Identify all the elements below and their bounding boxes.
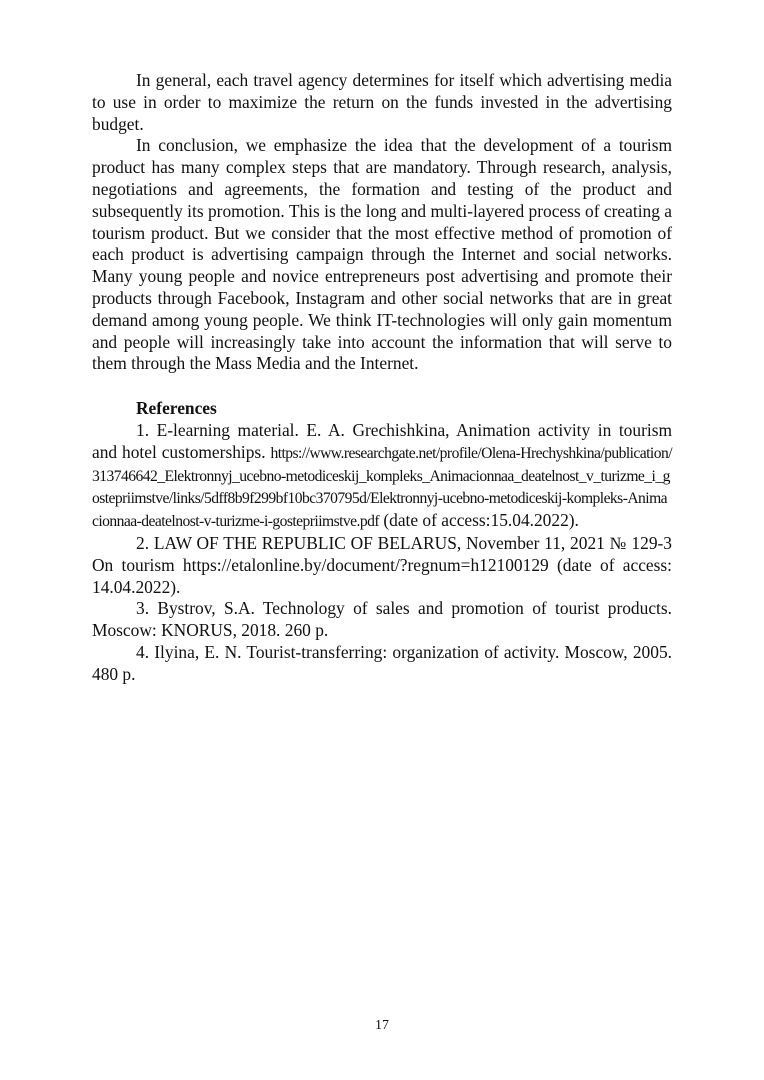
reference-item bbox=[92, 420, 672, 533]
page-content bbox=[92, 70, 672, 686]
reference-item: 4. Ilyina, E. N. Tourist-transferring: organization of activity. Moscow, 2005. 480 p. bbox=[92, 641, 672, 684]
reference-item: 3. Bystrov, S.A. Technology of sales and promotion of tourist products. Moscow: KNORUS, 2018. 260 p. bbox=[92, 598, 672, 641]
reference-url: https://www.researchgate.net/profile/Olena-Hrechyshkina/publication/313746642_Elektronnyj_ucebno-metodiceskij_kompleks_Animacionnaa_deatelnost_v_turizme_i_gostepriimstve/links/5dff8b9f299bf10bc370795d/Elektronnyj-ucebno-metodiceskij-kompleks-Animacionnaa-deatelnost-v-turizme-i-gostepriimstve.pdf bbox=[92, 444, 672, 531]
references-heading: References bbox=[136, 398, 217, 419]
page-number: 17 bbox=[375, 1018, 389, 1033]
reference-item: 2. LAW OF THE REPUBLIC OF BELARUS, November 11, 2021 № 129-3 On tourism https://etalonline.by/document/?regnum=h12100129 (date of access: 14.04.2022). bbox=[92, 532, 672, 597]
body-paragraph: In conclusion, we emphasize the idea that the development of a tourism product has many complex steps that are mandatory. Through research, analysis, negotiations and agreements, the formation and testing of the product and subsequently its promotion. This is the long and multi-layered process of creating a tourism product. But we consider that the most effective method of promotion of each product is advertising campaign through the Internet and social networks. Many young people and novice entrepreneurs post advertising and promote their products through Facebook, Instagram and other social networks that are in great demand among young people. We think IT-technologies will only gain momentum and people will increasingly take into account the information that will serve to them through the Mass Media and the Internet. bbox=[92, 135, 672, 374]
reference-lead: 1. E-learning material. E. A. Grechishkina, Animation activity in tourism and hotel customerships. bbox=[92, 419, 672, 462]
body-paragraph: In general, each travel agency determines for itself which advertising media to use in order to maximize the return on the funds invested in the advertising budget. bbox=[92, 70, 672, 134]
reference-access-date: (date of access:15.04.2022). bbox=[378, 510, 579, 531]
